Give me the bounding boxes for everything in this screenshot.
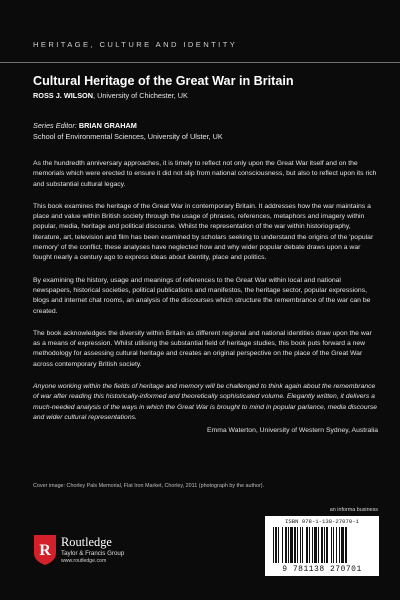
isbn-digits: 9 781138 270701 [282,565,362,574]
publisher-logo [34,533,124,567]
blurb-paragraph: By examining the history, usage and meanings of references to the Great War within local and national newspapers, historical societies, political publications and manifestos, the heritage sector, popular expressions, blogs and internet chat rooms, an analysis of the discourses which structure the remembrance of the war can be created. [33,276,371,315]
barcode-bars [273,527,371,563]
blurb-paragraph: This book examines the heritage of the Great War in contemporary Britain. It addresses how the war maintains a place and value within British society through the usage of phrases, references, metaphors and imagery within popular, media, heritage and political discourse. Whilst the representation of the war within historiography, literature, art, television and film has been examined by scholars seeking to understand the origins of the 'popular memory' of the conflict, these analyses have neglected how and why wider popular debate draws upon a war fought nearly a century ago to express ideas about identity, place and politics. [33,202,374,262]
header-divider [0,62,400,63]
series-editor-name: BRIAN GRAHAM [78,121,137,130]
svg-text:R: R [39,542,51,559]
publisher-url: www.routledge.com [61,557,107,564]
blurb-paragraph: The book acknowledges the diversity within Britain as different regional and national identities draw upon the war as a means of expression. Whilst utilising the substantial field of heritage studies, this book puts forward a new methodology for assessing cultural heritage and creates an original perspective on the place of the Great War across contemporary British society. [33,329,372,368]
isbn-barcode [265,516,379,576]
series-editor-block [33,121,223,142]
informa-tagline: an informa business [329,507,378,513]
publisher-name: Routledge [61,534,112,549]
book-title: Cultural Heritage of the Great War in Britain [33,74,294,88]
blurb-body [33,159,378,449]
routledge-shield-icon [34,535,56,565]
publisher-group: Taylor & Francis Group [61,549,125,557]
author-line [33,91,188,100]
series-heading: HERITAGE, CULTURE AND IDENTITY [33,40,238,49]
isbn-label: ISBN 978-1-138-27070-1 [285,518,359,525]
author-name: ROSS J. WILSON [33,91,94,100]
series-editor-label: Series Editor: [33,121,77,130]
cover-image-credit: Cover image: Chorley Pals Memorial, Flat Iron Market, Chorley, 2011 (photograph by the author). [33,483,265,489]
series-editor-line [33,121,223,132]
author-affiliation: , University of Chichester, UK [93,91,188,100]
endorsement-attribution: Emma Waterton, University of Western Sydney, Australia [207,427,378,435]
endorsement-quote: Anyone working within the fields of heritage and memory will be challenged to think again about the remembrance of war after reading this historically-informed and theoretically sophisticated volume. Elegantly written, it delivers a much-needed analysis of the ways in which the Great War is brought to mind in popular parlance, media discourse and wider cultural representations. [33,383,378,421]
blurb-paragraph: As the hundredth anniversary approaches, it is timely to reflect not only upon the Great War itself and on the memorials which were erected to ensure it did not slip from national consciousness, but also to reflect upon its rich and substantial cultural legacy. [33,160,377,188]
series-editor-affiliation: School of Environmental Sciences, University of Ulster, UK [33,131,223,141]
